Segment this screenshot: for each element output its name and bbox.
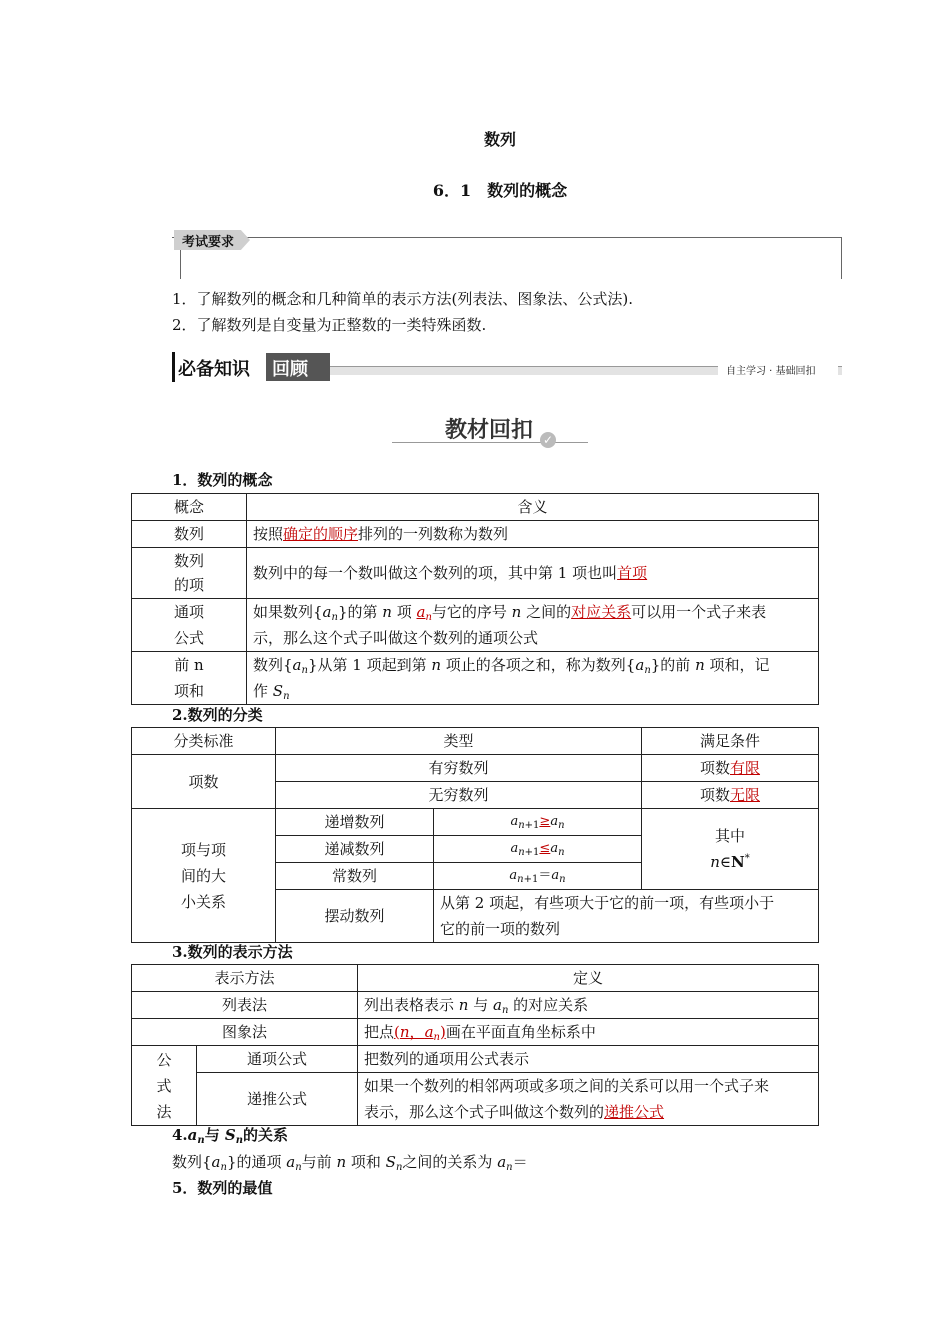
list-method-def: 列出表格表示 n 与 $a_n$ 的对应关系 — [358, 992, 819, 1019]
concept-sequence: 数列 — [132, 521, 247, 548]
list-method: 列表法 — [132, 992, 358, 1019]
graph-method: 图象法 — [132, 1019, 358, 1046]
decreasing-condition: $a_{n+1}\le a_n$ — [434, 836, 642, 863]
concept-table — [131, 493, 819, 705]
doc-title: 数列 — [483, 130, 516, 149]
method-header: 表示方法 — [132, 965, 358, 992]
decreasing-sequence: 递减数列 — [276, 836, 434, 863]
concept-term: 数列 的项 — [132, 548, 247, 599]
s2-heading: 2.数列的分类 — [172, 706, 263, 724]
concept-general-formula: 通项 公式 — [132, 599, 247, 652]
concept-header: 概念 — [132, 494, 247, 521]
oscillating-sequence: 摆动数列 — [276, 890, 434, 943]
finite-condition: 项数有限 — [642, 755, 819, 782]
constant-condition: $a_{n+1}=a_n$ — [434, 863, 642, 890]
concept-partial-sum: 前 n 项和 — [132, 652, 247, 705]
banner-right-text: 自主学习 · 基础回扣 — [726, 366, 816, 377]
recursive-formula: 递推公式 — [197, 1073, 358, 1126]
s1-heading: 1．数列的概念 — [172, 471, 273, 489]
section-title: 6．1 数列的概念 — [432, 181, 568, 200]
banner-left-box: 回顾 — [272, 359, 308, 380]
constant-sequence: 常数列 — [276, 863, 434, 890]
subbanner-title: 教材回扣 — [445, 418, 534, 443]
exam-requirement-box — [172, 237, 842, 279]
oscillating-description: 从第 2 项起，有些项大于它的前一项，有些项小于 它的前一项的数列 — [434, 890, 819, 943]
meaning-partial-sum: 数列$\{a_n\}$从第 1 项起到第 n 项止的各项之和，称为数列$\{a_n\}$的前 n 项和，记 作 $S_n$ — [247, 652, 819, 705]
exam-requirement-label: 考试要求 — [182, 235, 235, 250]
size-relation-label: 项与项 间的大 小关系 — [132, 809, 276, 943]
general-formula: 通项公式 — [197, 1046, 358, 1073]
finite-sequence: 有穷数列 — [276, 755, 642, 782]
requirement-1: 1．了解数列的概念和几种简单的表示方法(列表法、图象法、公式法). — [172, 290, 634, 308]
general-formula-def: 把数列的通项用公式表示 — [358, 1046, 819, 1073]
type-header: 类型 — [276, 728, 642, 755]
meaning-general-formula: 如果数列$\{a_n\}$的第 n 项 $a_n$与它的序号 n 之间的对应关系可以用一个式子来表 示，那么这个式子叫做这个数列的通项公式 — [247, 599, 819, 652]
meaning-header: 含义 — [247, 494, 819, 521]
where-condition: 其中 n∈N* — [642, 809, 819, 890]
banner-left-text: 必备知识 — [178, 359, 250, 380]
items-label: 项数 — [132, 755, 276, 809]
representation-table — [131, 964, 819, 1126]
meaning-sequence: 按照确定的顺序排列的一列数称为数列 — [247, 521, 819, 548]
s4-heading: $4.a_n$与 $S_n$的关系 — [172, 1126, 289, 1146]
infinite-condition: 项数无限 — [642, 782, 819, 809]
increasing-condition: $a_{n+1}\ge a_n$ — [434, 809, 642, 836]
knowledge-banner — [172, 352, 842, 382]
infinite-sequence: 无穷数列 — [276, 782, 642, 809]
meaning-term: 数列中的每一个数叫做这个数列的项，其中第 1 项也叫首项 — [247, 548, 819, 599]
s5-heading: 5．数列的最值 — [172, 1179, 273, 1197]
condition-header: 满足条件 — [642, 728, 819, 755]
graph-method-def: 把点(n，$a_n$)画在平面直角坐标系中 — [358, 1019, 819, 1046]
standard-header: 分类标准 — [132, 728, 276, 755]
requirement-2: 2．了解数列是自变量为正整数的一类特殊函数. — [172, 316, 487, 334]
check-icon: ✓ — [540, 432, 556, 448]
recursive-formula-def: 如果一个数列的相邻两项或多项之间的关系可以用一个式子来 表示，那么这个式子叫做这个数列的递推公式 — [358, 1073, 819, 1126]
increasing-sequence: 递增数列 — [276, 809, 434, 836]
classification-table — [131, 727, 819, 943]
formula-method: 公 式 法 — [132, 1046, 197, 1126]
s3-heading: 3.数列的表示方法 — [172, 943, 293, 961]
definition-header: 定义 — [358, 965, 819, 992]
s4-text: 数列$\{a_n\}$的通项 $a_n$与前 n 项和 $S_n$之间的关系为 $a_n=$ — [172, 1153, 528, 1173]
